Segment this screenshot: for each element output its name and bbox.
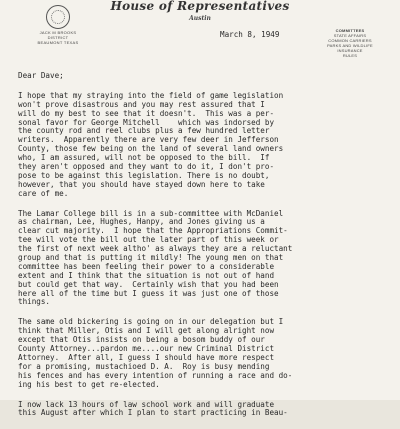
text-line: however, that you should have stayed down here to take bbox=[18, 179, 265, 189]
committee-item: COMMON CARRIERS bbox=[328, 38, 372, 43]
paragraphs bbox=[18, 92, 398, 418]
committee-item: PARKS AND WILDLIFE bbox=[327, 43, 373, 48]
text-line: who, I am assured, will not be opposed to the bill. If bbox=[18, 153, 270, 163]
text-line: think that Miller, Otis and I will get along alright now bbox=[18, 326, 275, 336]
text-line: I hope that my straying into the field of game legislation bbox=[18, 90, 284, 100]
salutation: Dear Dave; bbox=[18, 71, 64, 80]
paragraph bbox=[18, 401, 398, 419]
text-line: County Attorney...pardon me....our new Criminal District bbox=[18, 344, 275, 354]
text-line: here all of the time but I guess it was just one of those bbox=[18, 288, 279, 298]
paragraph bbox=[18, 92, 398, 199]
text-line: The same old bickering is going on in our delegation but I bbox=[18, 317, 284, 327]
text-line: things. bbox=[18, 297, 51, 307]
text-line: but could get that way. Certainly wish that you had been bbox=[18, 279, 279, 289]
text-line: group and that is putting it mildly! The young men on that bbox=[18, 253, 284, 263]
paragraph bbox=[18, 210, 398, 308]
text-line: ing his best to get re-elected. bbox=[18, 379, 160, 389]
committees-block bbox=[315, 28, 385, 58]
text-line: the first of next week altho' as always they are a reluctant bbox=[18, 244, 293, 254]
letterhead-locale: Austin bbox=[189, 15, 211, 22]
text-line: County, those few being on the land of several land owners bbox=[18, 144, 284, 154]
text-line: extent and I think that the situation is not out of hand bbox=[18, 270, 275, 280]
text-line: this August after which I plan to start practicing in Beau- bbox=[18, 408, 288, 418]
text-line: won't prove disastrous and you may rest assured that I bbox=[18, 99, 265, 109]
paragraph bbox=[18, 318, 398, 389]
member-city: BEAUMONT TEXAS bbox=[37, 40, 79, 45]
text-line: for a promising, mustachioed D. A. Roy is busy mending bbox=[18, 361, 270, 371]
member-block bbox=[18, 30, 98, 45]
text-line: tee will vote the bill out the later part of this week or bbox=[18, 235, 279, 245]
text-line: sonal favor for George Mitchell which was indorsed by bbox=[18, 117, 275, 127]
text-line: clear cut majority. I hope that the Appropriations Commit- bbox=[18, 226, 288, 236]
committee-item: STATE AFFAIRS bbox=[333, 33, 367, 38]
state-seal-icon bbox=[46, 5, 70, 29]
text-line: they aren't opposed and they want to do it, I don't pro- bbox=[18, 162, 275, 172]
text-line: I now lack 13 hours of law school work and will graduate bbox=[18, 399, 275, 409]
text-line: except that Otis insists on being a bosom buddy of our bbox=[18, 335, 265, 345]
text-line: Attorney. After all, I guess I should have more respect bbox=[18, 352, 275, 362]
text-line: committee has been feeling their power to a considerable bbox=[18, 261, 275, 271]
committee-item: INSURANCE bbox=[337, 48, 363, 53]
text-line: writers. Apparently there are very few deer in Jefferson bbox=[18, 135, 279, 145]
text-line: the county rod and reel clubs plus a few hundred letter bbox=[18, 126, 270, 136]
letter-body bbox=[18, 72, 398, 429]
committees-heading: COMMITTEES bbox=[335, 28, 365, 33]
letterhead-title: House of Representatives bbox=[110, 0, 290, 13]
text-line: his fences and has every intention of running a race and do- bbox=[18, 370, 293, 380]
member-name: JACK M BROOKS bbox=[39, 30, 77, 35]
letter-date: March 8, 1949 bbox=[220, 30, 280, 39]
text-line: care of me. bbox=[18, 188, 69, 198]
text-line: pose to be against this legislation. There is no doubt, bbox=[18, 170, 270, 180]
member-district: DISTRICT bbox=[47, 35, 69, 40]
text-line: as chairman, Lee, Hughes, Hanpy, and Jones giving us a bbox=[18, 217, 265, 227]
text-line: The Lamar College bill is in a sub-committee with McDaniel bbox=[18, 208, 284, 218]
text-line: will do my best to see that it doesn't. This was a per- bbox=[18, 108, 275, 118]
committee-item: RULES bbox=[342, 53, 358, 58]
